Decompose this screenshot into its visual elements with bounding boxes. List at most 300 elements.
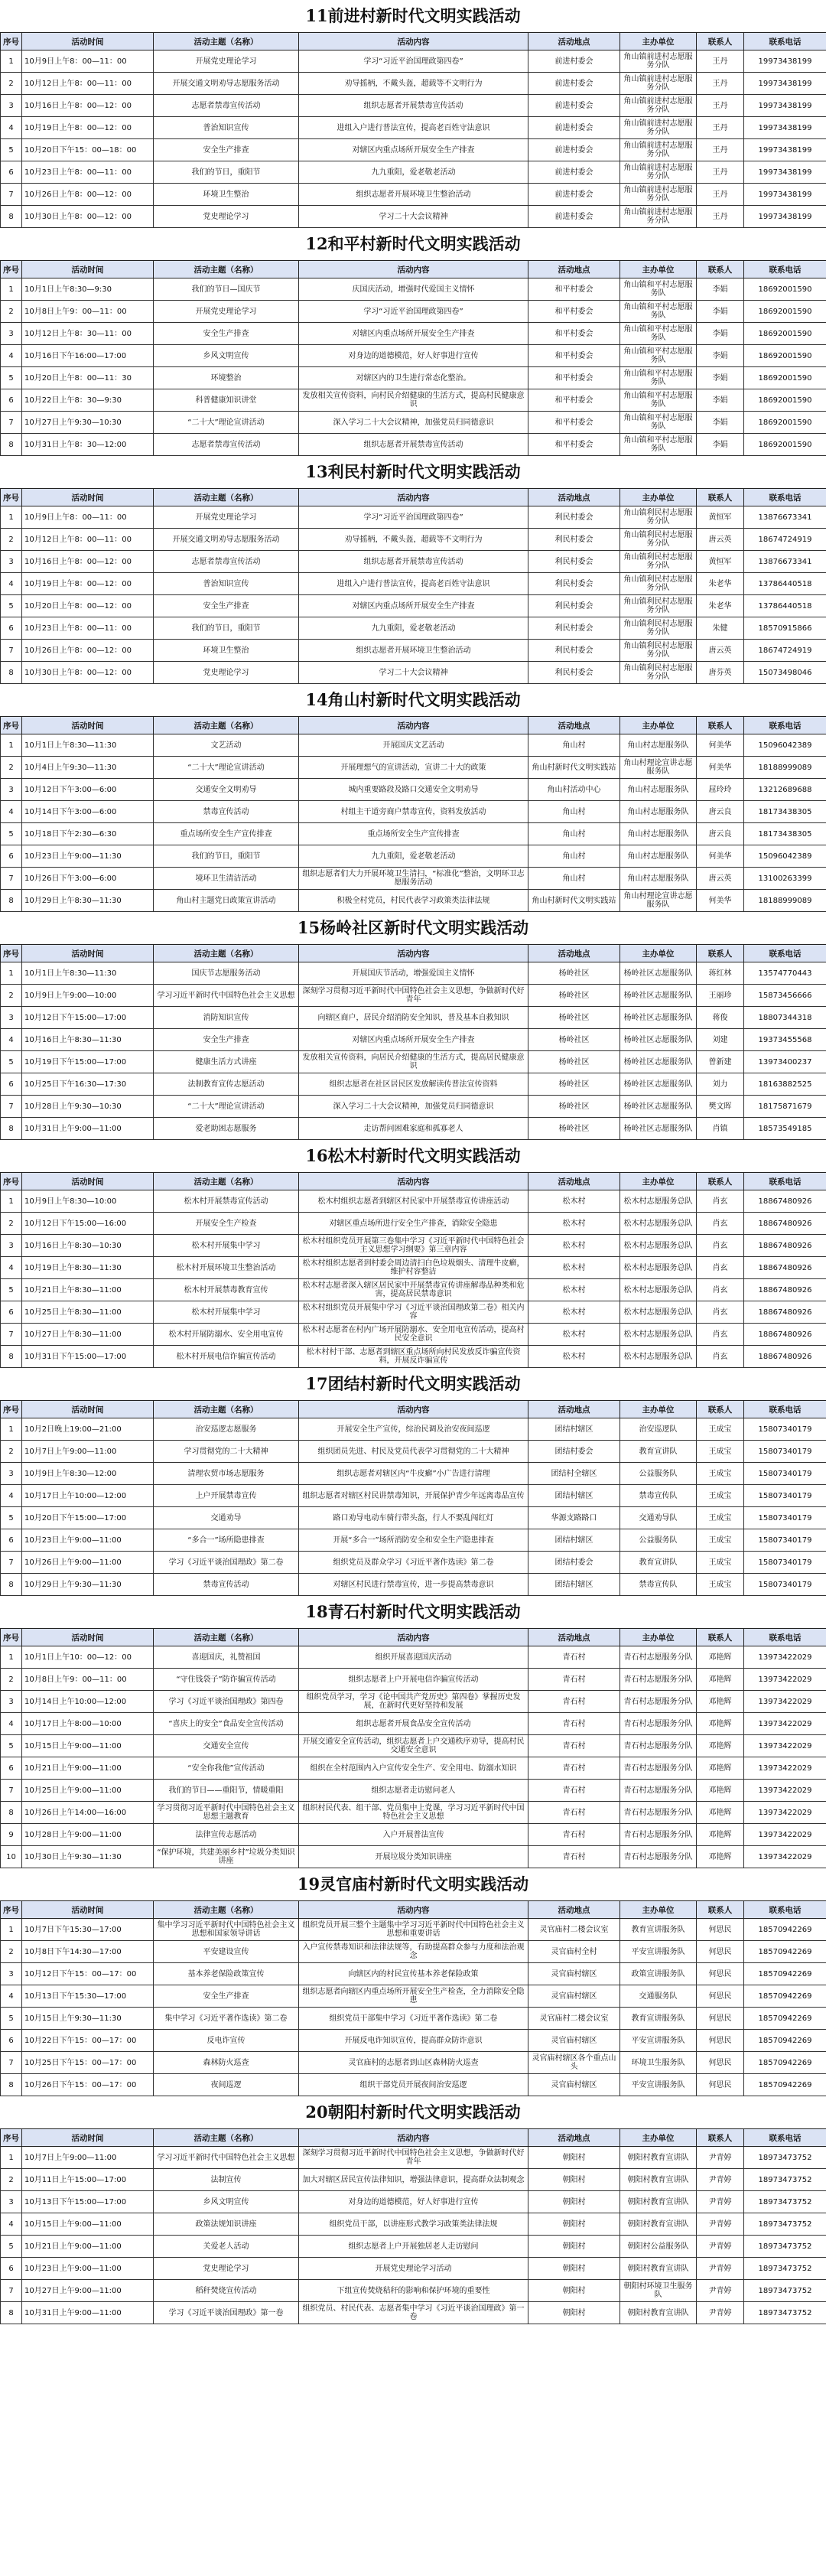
table-cell: 稻秆焚烧宣传活动 [154, 2280, 299, 2302]
table-cell: 对辖区内重点场所开展安全生产排查 [299, 595, 528, 617]
table-cell: 2 [1, 1941, 22, 1963]
table-cell: 松木村开展防溺水、安全用电宣传 [154, 1324, 299, 1346]
table-cell: 李娟 [697, 367, 744, 389]
table-cell: 松木村开展禁毒宣传活动 [154, 1190, 299, 1213]
table-cell: 10月13日下午15:30—17:00 [22, 1985, 154, 2008]
table-cell: 我们的节日—国庆节 [154, 278, 299, 301]
table-row [1, 301, 826, 323]
table-cell: 松木村 [528, 1324, 620, 1346]
table-cell: 6 [1, 1073, 22, 1096]
table-cell: 利民村委会 [528, 662, 620, 684]
table-cell: 10月23日上午8：00—11：00 [22, 161, 154, 184]
column-header: 活动主题（名称） [154, 1401, 299, 1418]
table-cell: 10月27日上午9:00—11:00 [22, 2280, 154, 2302]
table-cell: 青石村志愿服务分队 [620, 1846, 697, 1868]
table-cell: 18973473752 [744, 2302, 826, 2324]
table-cell: 蒋俊 [697, 1007, 744, 1029]
table-cell: 5 [1, 367, 22, 389]
column-header: 活动时间 [22, 1401, 154, 1418]
table-cell: 18867480926 [744, 1235, 826, 1257]
table-cell: 10月21日上午9:00—11:00 [22, 2236, 154, 2258]
column-header: 活动内容 [299, 1401, 528, 1418]
table-cell: 何美华 [697, 890, 744, 912]
table-cell: 教育宣讲服务队 [620, 2008, 697, 2030]
table-cell: 肖玄 [697, 1213, 744, 1235]
table-cell: 15096042389 [744, 734, 826, 757]
table-row [1, 734, 826, 757]
table-cell: 10月19日上午8：00—12：00 [22, 573, 154, 595]
column-header: 联系电话 [744, 717, 826, 734]
table-cell: 松木村开展环境卫生整治活动 [154, 1257, 299, 1279]
table-cell: 禁毒宣传队 [620, 1485, 697, 1507]
table-cell: 6 [1, 1757, 22, 1780]
table-cell: 角山村 [528, 823, 620, 845]
activity-table [0, 944, 826, 1140]
table-cell: 10月21日上午9:00—11:00 [22, 1757, 154, 1780]
table-header-row [1, 261, 826, 278]
table-cell: 杨岭社区 [528, 1096, 620, 1118]
table-cell: 15807340179 [744, 1529, 826, 1552]
table-cell: 角山镇利民村志愿服务分队 [620, 662, 697, 684]
table-cell: 7 [1, 1324, 22, 1346]
table-cell: 肖玄 [697, 1235, 744, 1257]
column-header: 活动内容 [299, 945, 528, 962]
table-cell: 3 [1, 1007, 22, 1029]
table-cell: 重点场所安全生产宣传排查 [154, 823, 299, 845]
table-row [1, 1324, 826, 1346]
table-row [1, 2280, 826, 2302]
table-cell: 6 [1, 617, 22, 640]
table-cell: 角山镇前进村志愿服务分队 [620, 161, 697, 184]
table-cell: 团结村委会 [528, 1441, 620, 1463]
table-cell: 朝阳村 [528, 2191, 620, 2213]
table-cell: 青石村 [528, 1824, 620, 1846]
table-cell: 交通服务队 [620, 1985, 697, 2008]
section-title: 19灵官庙村新时代文明实践活动 [297, 1874, 529, 1894]
table-cell: 10月12日上午8：30—11：00 [22, 323, 154, 345]
table-cell: 上户开展禁毒宣传 [154, 1485, 299, 1507]
column-header: 活动主题（名称） [154, 2129, 299, 2147]
activity-table [0, 260, 826, 456]
table-cell: 组织志愿者上户开展电信诈骗宣传活动 [299, 1669, 528, 1691]
table-cell: 10月4日上午9:30—11:30 [22, 757, 154, 779]
table-row [1, 1646, 826, 1669]
table-cell: 角山村志愿服务队 [620, 845, 697, 868]
table-cell: 10月29日上午9:30—11:30 [22, 1574, 154, 1596]
table-cell: 和平村委会 [528, 389, 620, 412]
column-header: 活动主题（名称） [154, 261, 299, 278]
table-cell: 4 [1, 573, 22, 595]
table-cell: 尹青婷 [697, 2258, 744, 2280]
table-cell: 18973473752 [744, 2191, 826, 2213]
table-cell: 10月15日上午9:30—11:30 [22, 2008, 154, 2030]
table-cell: 2 [1, 1213, 22, 1235]
table-cell: 10月27日上午9:30—10:30 [22, 412, 154, 434]
column-header: 联系人 [697, 717, 744, 734]
table-cell: 10月20日上午8：00—11：30 [22, 367, 154, 389]
table-cell: 清理农贸市场志愿服务 [154, 1463, 299, 1485]
section-title: 14角山村新时代文明实践活动 [305, 690, 521, 709]
table-header-row [1, 2129, 826, 2147]
table-cell: 松木村志愿服务总队 [620, 1235, 697, 1257]
table-cell: 组织志愿者开展食品安全宣传活动 [299, 1713, 528, 1735]
table-cell: 开展交通文明劝导志愿服务活动 [154, 529, 299, 551]
table-row [1, 1846, 826, 1868]
table-cell: 10月25日下午15：00—17：00 [22, 2052, 154, 2074]
table-cell: 组织团员先进、村民及党员代表学习贯彻党的二十大精神 [299, 1441, 528, 1463]
column-header: 活动主题（名称） [154, 33, 299, 50]
column-header: 活动时间 [22, 2129, 154, 2147]
table-cell: 15807340179 [744, 1463, 826, 1485]
table-cell: 禁毒宣传活动 [154, 1574, 299, 1596]
table-cell: 党史理论学习 [154, 2258, 299, 2280]
table-cell: 角山村 [528, 845, 620, 868]
table-cell: 青石村志愿服务分队 [620, 1780, 697, 1802]
column-header: 活动地点 [528, 1173, 620, 1190]
column-header: 活动时间 [22, 945, 154, 962]
table-cell: 志愿者禁毒宣传活动 [154, 551, 299, 573]
table-cell: 10月25日下午16:30—17:30 [22, 1073, 154, 1096]
table-cell: 灵官庙村全村 [528, 1941, 620, 1963]
table-cell: 基本养老保险政策宣传 [154, 1963, 299, 1985]
table-cell: 角山村主题党日政策宣讲活动 [154, 890, 299, 912]
table-cell: 10月26日下午15：00—17：00 [22, 2074, 154, 2096]
table-cell: 10月22日上午8：30—9:30 [22, 389, 154, 412]
table-row [1, 323, 826, 345]
table-cell: 18570942269 [744, 1963, 826, 1985]
table-cell: 10月19日下午15:00—17:00 [22, 1051, 154, 1073]
table-cell: 7 [1, 640, 22, 662]
table-cell: 青石村志愿服务分队 [620, 1669, 697, 1691]
table-cell: 角山镇前进村志愿服务分队 [620, 73, 697, 95]
table-cell: 组织志愿者对辖区村民讲禁毒知识，开展保护青少年远离毒品宣传 [299, 1485, 528, 1507]
table-cell: 角山镇和平村志愿服务队 [620, 278, 697, 301]
table-cell: 角山镇利民村志愿服务分队 [620, 595, 697, 617]
table-cell: 法制教育宣传志愿活动 [154, 1073, 299, 1096]
table-cell: 灵官庙村辖区 [528, 2030, 620, 2052]
table-cell: 3 [1, 551, 22, 573]
table-cell: 10月8日下午14:30—17:00 [22, 1941, 154, 1963]
table-cell: 利民村委会 [528, 529, 620, 551]
table-row [1, 1574, 826, 1596]
table-cell: 1 [1, 506, 22, 529]
table-cell: 5 [1, 1735, 22, 1757]
table-cell: 爱老助困志愿服务 [154, 1118, 299, 1140]
column-header: 活动时间 [22, 489, 154, 506]
table-cell: 开展“多合一”场所消防安全和安全生产隐患排查 [299, 1529, 528, 1552]
column-header: 联系电话 [744, 2129, 826, 2147]
table-cell: 学习二十大会议精神 [299, 206, 528, 228]
table-cell: 团结村辖区 [528, 1418, 620, 1441]
table-cell: 松木村 [528, 1190, 620, 1213]
table-cell: 开展安全生产宣传，综治民调及治安夜间巡逻 [299, 1418, 528, 1441]
table-cell: 尹青婷 [697, 2236, 744, 2258]
table-cell: 10月1日上午10：00—12：00 [22, 1646, 154, 1669]
table-cell: 唐芬英 [697, 662, 744, 684]
table-cell: 15807340179 [744, 1552, 826, 1574]
table-cell: 角山村志愿服务队 [620, 801, 697, 823]
table-cell: 邓艳辉 [697, 1713, 744, 1735]
table-cell: 黄恒军 [697, 506, 744, 529]
table-cell: 灵官庙村辖区 [528, 1985, 620, 2008]
table-cell: 发放相关宣传资料，向居民介绍健康的生活方式，提高居民健康意识 [299, 1051, 528, 1073]
table-header-row [1, 1401, 826, 1418]
table-cell: 交通劝导队 [620, 1507, 697, 1529]
table-cell: 13973422029 [744, 1780, 826, 1802]
table-cell: 开展党史理论学习 [154, 506, 299, 529]
table-cell: 文艺活动 [154, 734, 299, 757]
table-row [1, 868, 826, 890]
table-cell: 朱老华 [697, 573, 744, 595]
table-cell: 3 [1, 95, 22, 117]
table-cell: 8 [1, 890, 22, 912]
table-cell: 肖玄 [697, 1324, 744, 1346]
table-cell: 角山村活动中心 [528, 779, 620, 801]
section-title: 15杨岭社区新时代文明实践活动 [297, 918, 529, 937]
table-cell: 我们的节日，重阳节 [154, 845, 299, 868]
table-cell: 9 [1, 1824, 22, 1846]
table-cell: 10月23日上午9:00—11:00 [22, 1529, 154, 1552]
table-cell: 邓艳辉 [697, 1646, 744, 1669]
table-row [1, 1757, 826, 1780]
table-cell: 前进村委会 [528, 73, 620, 95]
table-cell: 3 [1, 1963, 22, 1985]
table-cell: 10月17日上午8:00—10:00 [22, 1713, 154, 1735]
table-cell: 18570942269 [744, 2008, 826, 2030]
table-cell: 安全生产排查 [154, 323, 299, 345]
table-cell: 朝阳村教育宣讲队 [620, 2213, 697, 2236]
table-cell: 10月12日上午8：00—11：00 [22, 73, 154, 95]
table-cell: 角山村理论宣讲志愿服务队 [620, 757, 697, 779]
table-cell: 13973422029 [744, 1646, 826, 1669]
table-cell: 王成宝 [697, 1418, 744, 1441]
table-cell: 开展交通安全宣传活动，组织志愿者上户交通秩序劝导，提高村民交通安全意识 [299, 1735, 528, 1757]
table-cell: 和平村委会 [528, 434, 620, 456]
table-cell: 青石村 [528, 1802, 620, 1824]
table-cell: 学习《习近平谈治国理政》第一卷 [154, 2302, 299, 2324]
table-cell: 喜迎国庆，礼赞祖国 [154, 1646, 299, 1669]
table-cell: 开展党史理论学习 [154, 301, 299, 323]
table-cell: 邓艳辉 [697, 1780, 744, 1802]
table-row [1, 2213, 826, 2236]
table-row [1, 412, 826, 434]
table-cell: 18570942269 [744, 1941, 826, 1963]
table-cell: “二十大”理论宣讲活动 [154, 1096, 299, 1118]
table-cell: 青石村 [528, 1691, 620, 1713]
column-header: 活动地点 [528, 2129, 620, 2147]
table-row [1, 2052, 826, 2074]
activity-table [0, 1400, 826, 1596]
table-cell: 3 [1, 1691, 22, 1713]
table-cell: 王成宝 [697, 1552, 744, 1574]
table-cell: 8 [1, 2074, 22, 2096]
table-cell: 前进村委会 [528, 139, 620, 161]
table-cell: 10月7日下午15:30—17:00 [22, 1919, 154, 1941]
table-cell: 松木村开展集中学习 [154, 1301, 299, 1324]
table-header-row [1, 945, 826, 962]
table-cell: 8 [1, 662, 22, 684]
table-cell: 组织志愿者开展环境卫生整治活动 [299, 640, 528, 662]
table-cell: 组织党员开展三整个主题集中学习习近平新时代中国特色社会主义思想和重要讲话 [299, 1919, 528, 1941]
table-cell: 18692001590 [744, 389, 826, 412]
table-cell: 角山镇利民村志愿服务分队 [620, 551, 697, 573]
table-cell: 7 [1, 412, 22, 434]
table-cell: 松木村开展集中学习 [154, 1235, 299, 1257]
column-header: 主办单位 [620, 717, 697, 734]
table-cell: 何思民 [697, 1919, 744, 1941]
table-cell: 青石村 [528, 1646, 620, 1669]
table-cell: 2 [1, 2169, 22, 2191]
table-cell: 乡风文明宣传 [154, 345, 299, 367]
table-cell: “保护环境，共建美丽乡村”垃圾分类知识讲座 [154, 1846, 299, 1868]
table-cell: 华源支路路口 [528, 1507, 620, 1529]
table-cell: 2 [1, 529, 22, 551]
table-cell: 角山镇和平村志愿服务队 [620, 389, 697, 412]
table-cell: 1 [1, 278, 22, 301]
table-row [1, 2008, 826, 2030]
table-cell: 10月9日上午8:30—10:00 [22, 1190, 154, 1213]
column-header: 联系电话 [744, 945, 826, 962]
table-cell: 我们的节日，重阳节 [154, 617, 299, 640]
table-cell: 法制宣传 [154, 2169, 299, 2191]
table-cell: 19973438199 [744, 73, 826, 95]
column-header: 主办单位 [620, 261, 697, 278]
column-header: 活动内容 [299, 489, 528, 506]
table-cell: 何思民 [697, 2030, 744, 2052]
table-cell: 刘建 [697, 1029, 744, 1051]
table-cell: 灵官庙村辖区 [528, 1963, 620, 1985]
table-cell: 朝阳村公益服务队 [620, 2236, 697, 2258]
table-row [1, 1118, 826, 1140]
table-row [1, 345, 826, 367]
table-cell: 角山镇前进村志愿服务分队 [620, 139, 697, 161]
table-cell: 10月16日上午8:30—10:30 [22, 1235, 154, 1257]
table-row [1, 1073, 826, 1096]
table-cell: 10月26日下午3:00—6:00 [22, 868, 154, 890]
table-cell: 治安巡逻志愿服务 [154, 1418, 299, 1441]
table-cell: 5 [1, 139, 22, 161]
table-cell: 10月9日上午8：00—11：00 [22, 506, 154, 529]
table-cell: 10月28日上午9:30—10:30 [22, 1096, 154, 1118]
section-title: 12和平村新时代文明实践活动 [305, 234, 521, 253]
table-cell: 组织志愿者们大力开展环境卫生清扫，“标准化”整治，文明环卫志愿服务活动 [299, 868, 528, 890]
table-cell: 利民村委会 [528, 617, 620, 640]
column-header: 主办单位 [620, 1173, 697, 1190]
table-cell: 4 [1, 117, 22, 139]
table-row [1, 1780, 826, 1802]
table-cell: 王成宝 [697, 1529, 744, 1552]
table-cell: 角山镇和平村志愿服务队 [620, 345, 697, 367]
table-cell: 角山镇利民村志愿服务分队 [620, 506, 697, 529]
table-cell: 杨岭社区志愿服务队 [620, 1029, 697, 1051]
column-header: 主办单位 [620, 1629, 697, 1646]
table-row [1, 117, 826, 139]
table-cell: 10月28日上午9:00—11:00 [22, 1824, 154, 1846]
table-cell: 反电诈宣传 [154, 2030, 299, 2052]
table-row [1, 985, 826, 1007]
table-cell: 邓艳辉 [697, 1757, 744, 1780]
table-cell: 1 [1, 1919, 22, 1941]
table-cell: 何思民 [697, 2008, 744, 2030]
table-cell: 6 [1, 845, 22, 868]
table-row [1, 2074, 826, 2096]
table-cell: 前进村委会 [528, 95, 620, 117]
table-row [1, 1257, 826, 1279]
table-cell: 青石村 [528, 1846, 620, 1868]
column-header: 活动主题（名称） [154, 1901, 299, 1919]
activity-table [0, 32, 826, 228]
table-cell: 10月1日上午8:30—11:30 [22, 962, 154, 985]
table-cell: 10月26日上午14:00—16:00 [22, 1802, 154, 1824]
table-cell: 公益服务队 [620, 1463, 697, 1485]
table-cell: 6 [1, 1529, 22, 1552]
table-cell: 2 [1, 73, 22, 95]
table-cell: 19973438199 [744, 50, 826, 73]
table-cell: 角山镇和平村志愿服务队 [620, 412, 697, 434]
table-cell: 青石村 [528, 1780, 620, 1802]
table-cell: 10月31日上午8：30—12:00 [22, 434, 154, 456]
table-cell: 王丹 [697, 95, 744, 117]
table-cell: 利民村委会 [528, 506, 620, 529]
table-row [1, 206, 826, 228]
table-cell: 开展交通文明劝导志愿服务活动 [154, 73, 299, 95]
table-cell: 10月1日上午8:30—9:30 [22, 278, 154, 301]
table-cell: 13973422029 [744, 1757, 826, 1780]
table-cell: 进组入户进行普法宣传，提高老百姓守法意识 [299, 573, 528, 595]
table-cell: 环境卫生服务队 [620, 2052, 697, 2074]
table-cell: 组织在全村范围内入户宣传安全生产、安全用电、防溺水知识 [299, 1757, 528, 1780]
table-cell: 18173438305 [744, 823, 826, 845]
column-header: 序号 [1, 1901, 22, 1919]
table-cell: 18692001590 [744, 412, 826, 434]
table-cell: 角山村 [528, 734, 620, 757]
table-cell: 村组主干道旁商户禁毒宣传，资料发放活动 [299, 801, 528, 823]
table-cell: 18867480926 [744, 1324, 826, 1346]
table-cell: 18692001590 [744, 345, 826, 367]
table-cell: 18973473752 [744, 2169, 826, 2191]
table-cell: 13973422029 [744, 1824, 826, 1846]
column-header: 序号 [1, 33, 22, 50]
table-row [1, 2169, 826, 2191]
column-header: 活动内容 [299, 717, 528, 734]
table-row [1, 73, 826, 95]
table-cell: 角山镇前进村志愿服务分队 [620, 206, 697, 228]
column-header: 主办单位 [620, 1901, 697, 1919]
table-cell: 4 [1, 801, 22, 823]
table-cell: 朱老华 [697, 595, 744, 617]
table-row [1, 801, 826, 823]
table-cell: 6 [1, 1301, 22, 1324]
table-cell: 组织党员及群众学习《习近平著作选读》第二卷 [299, 1552, 528, 1574]
table-cell: 朝阳村教育宣讲队 [620, 2169, 697, 2191]
table-cell: 15807340179 [744, 1485, 826, 1507]
table-cell: 杨岭社区 [528, 1007, 620, 1029]
table-cell: 8 [1, 1802, 22, 1824]
table-cell: 走访帮问困难家庭和孤寡老人 [299, 1118, 528, 1140]
table-row [1, 278, 826, 301]
table-row [1, 1346, 826, 1368]
table-cell: 7 [1, 2052, 22, 2074]
table-cell: 角山镇利民村志愿服务分队 [620, 640, 697, 662]
column-header: 活动时间 [22, 717, 154, 734]
table-cell: “安全你我他”宣传活动 [154, 1757, 299, 1780]
table-cell: 邓艳辉 [697, 1824, 744, 1846]
table-cell: 党史理论学习 [154, 206, 299, 228]
table-cell: 13973400237 [744, 1051, 826, 1073]
table-cell: 10 [1, 1846, 22, 1868]
column-header: 活动时间 [22, 261, 154, 278]
table-cell: 18175871679 [744, 1096, 826, 1118]
